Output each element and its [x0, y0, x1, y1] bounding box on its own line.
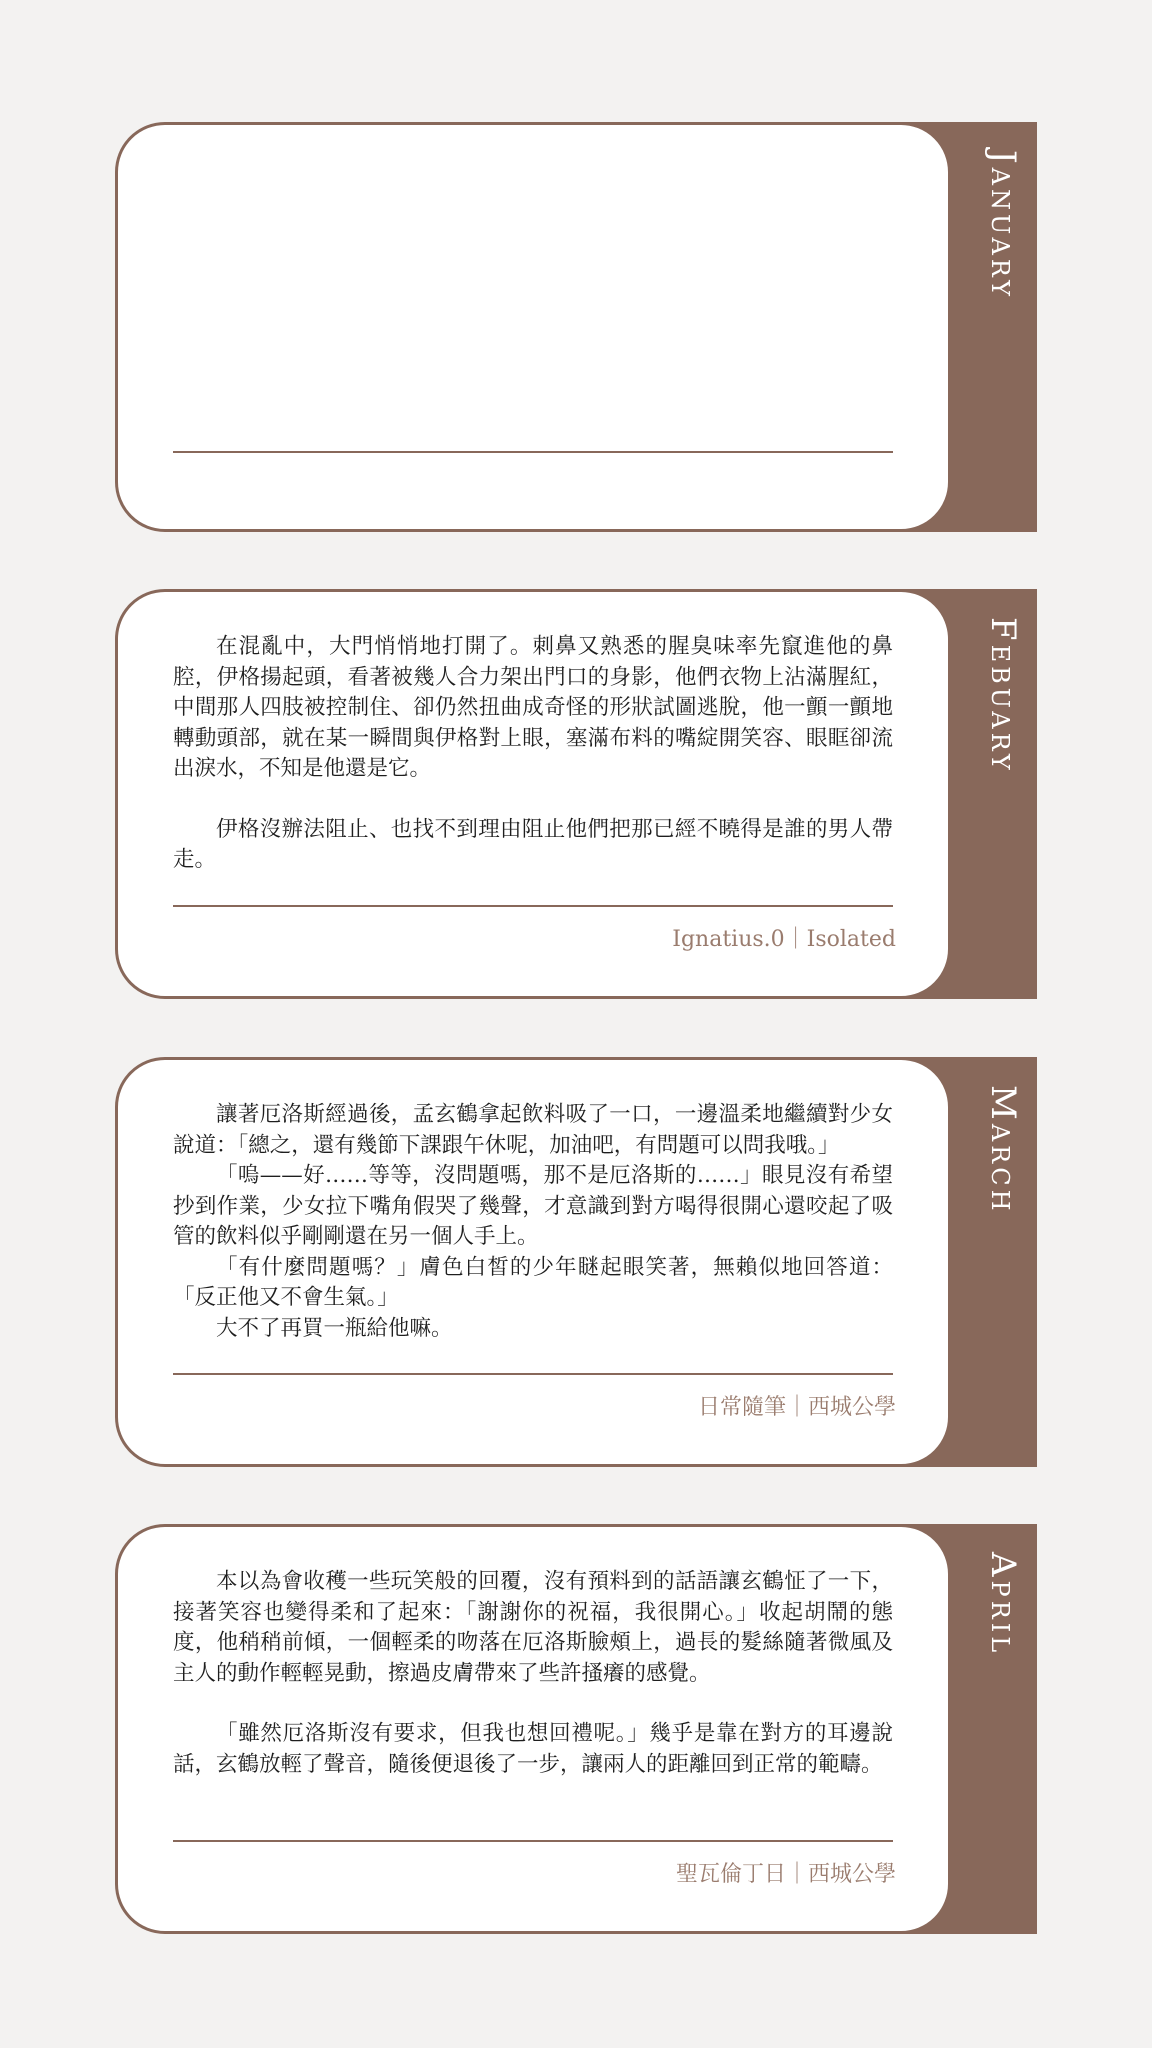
- story-paragraph: 本以為會收穫一些玩笑般的回覆，沒有預料到的話語讓玄鶴怔了一下，接著笑容也變得柔和了起來：「謝謝你的祝福，我很開心。」收起胡鬧的態度，他稍稍前傾，一個輕柔的吻落在厄洛斯臉頰上，過長的髮絲隨著微風及主人的動作輕輕晃動，擦過皮膚帶來了些許搔癢的感覺。: [173, 1569, 893, 1686]
- story-paragraph: 讓著厄洛斯經過後，孟玄鶴拿起飲料吸了一口，一邊溫柔地繼續對少女說道：「總之，還有幾節下課跟午休呢，加油吧，有問題可以問我哦。」: [173, 1102, 893, 1158]
- month-block-march: [115, 1057, 1037, 1467]
- text-card: [115, 1524, 951, 1934]
- story-paragraph: 大不了再買一瓶給他嘛。: [216, 1315, 453, 1341]
- story-source: 聖瓦倫丁日｜西城公學: [675, 1862, 896, 1887]
- story-paragraph: 「嗚——好……等等，沒問題嗎，那不是厄洛斯的……」眼見沒有希望抄到作業，少女拉下嘴角假哭了幾聲，才意識到對方喝得很開心還咬起了吸管的飲料似乎剛剛還在另一個人手上。: [173, 1163, 893, 1249]
- card-body: [173, 1567, 893, 1829]
- divider-line: [173, 451, 893, 453]
- month-block-january: [115, 122, 1037, 532]
- story-paragraph: 「雖然厄洛斯沒有要求，但我也想回禮呢。」幾乎是靠在對方的耳邊說話，玄鶴放輕了聲音，隨後便退後了一步，讓兩人的距離回到正常的範疇。: [173, 1721, 893, 1777]
- story-paragraph: 在混亂中，大門悄悄地打開了。刺鼻又熟悉的腥臭味率先竄進他的鼻腔，伊格揚起頭，看著被幾人合力架出門口的身影，他們衣物上沾滿腥紅，中間那人四肢被控制住、卻仍然扭曲成奇怪的形狀試圖逃脫，他一顫一顫地轉動頭部，就在某一瞬間與伊格對上眼，塞滿布料的嘴綻開笑容、眼眶卻流出淚水，不知是他還是它。: [173, 634, 893, 781]
- month-block-february: [115, 589, 1037, 999]
- card-body: [173, 632, 893, 894]
- divider-line: [173, 905, 893, 907]
- month-label: March: [983, 1085, 1023, 1215]
- divider-line: [173, 1373, 893, 1375]
- story-source: Ignatius.0｜Isolated: [672, 927, 896, 952]
- text-card: [115, 589, 951, 999]
- story-source: 日常隨筆｜西城公學: [697, 1395, 896, 1420]
- text-card: [115, 1057, 951, 1467]
- month-label: Febuary: [983, 617, 1023, 774]
- divider-line: [173, 1840, 893, 1842]
- story-paragraph: 伊格沒辦法阻止、也找不到理由阻止他們把那已經不曉得是誰的男人帶走。: [173, 816, 893, 872]
- card-body: [173, 1100, 893, 1362]
- month-block-april: [115, 1524, 1037, 1934]
- card-body: [173, 165, 893, 435]
- text-card: [115, 122, 951, 532]
- month-label: January: [983, 150, 1023, 300]
- story-paragraph: 「有什麼問題嗎？」膚色白皙的少年瞇起眼笑著，無賴似地回答道：「反正他又不會生氣。」: [173, 1254, 893, 1310]
- month-label: April: [983, 1552, 1023, 1657]
